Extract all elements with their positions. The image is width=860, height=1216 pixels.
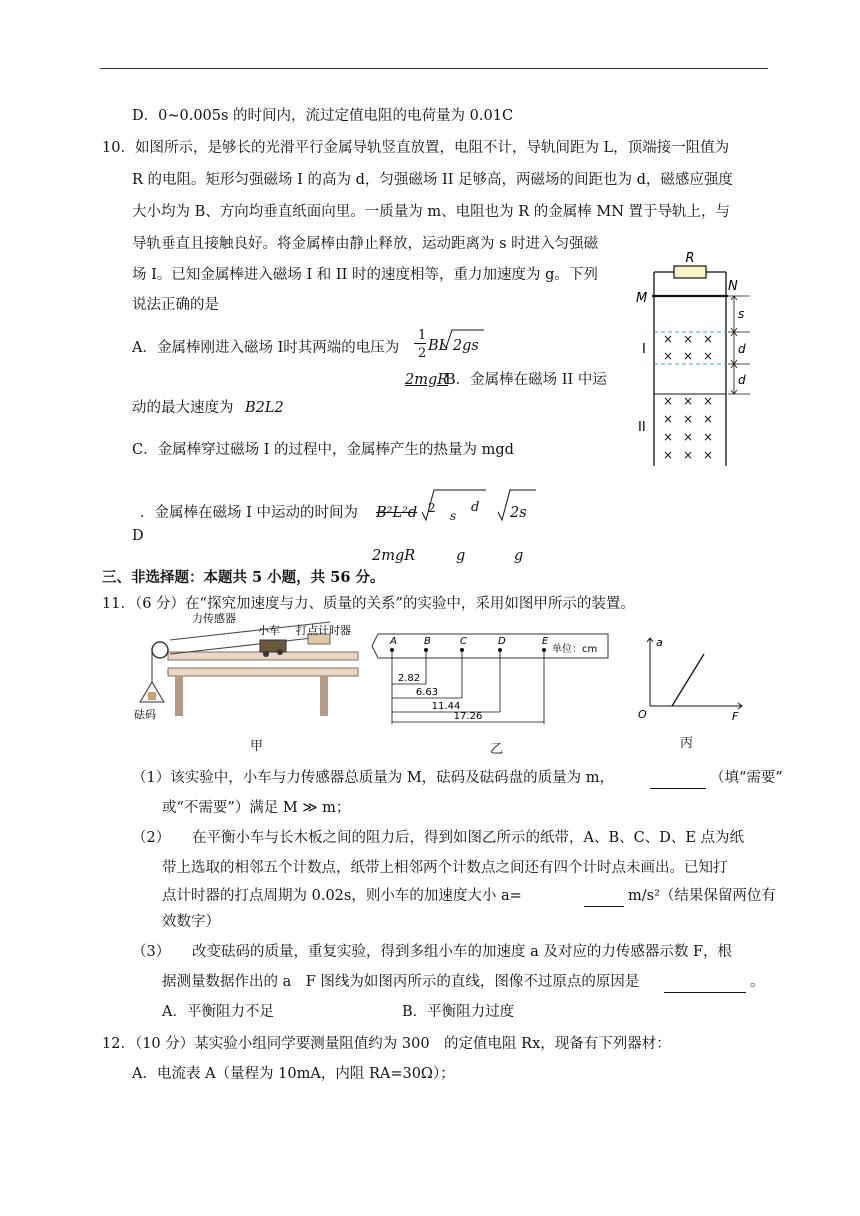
axis-f: F bbox=[732, 710, 739, 722]
q11-option-a: A．平衡阻力不足 bbox=[162, 1004, 274, 1020]
dist-ab: 2.82 bbox=[397, 673, 421, 684]
dist-ae: 17.26 bbox=[453, 711, 483, 722]
caption-yi: 乙 bbox=[490, 742, 504, 757]
svg-text:×: × bbox=[682, 412, 694, 426]
q12-stem: 12．（10 分）某实验小组同学要测量阻值约为 300 的定值电阻 Rx，现备有下列器材： bbox=[102, 1036, 671, 1052]
q10-option-d-den3: g bbox=[514, 548, 524, 564]
q11-stem: 11．（6 分）在“探究加速度与力、质量的关系”的实验中，采用如图甲所示的装置。 bbox=[102, 596, 635, 612]
q10-option-d-b2l2d: B²L²d bbox=[376, 505, 418, 521]
dist-ac: 6.63 bbox=[415, 687, 439, 698]
svg-text:×: × bbox=[662, 430, 674, 444]
q11-part1-blank[interactable] bbox=[650, 774, 706, 789]
q10-option-d-den1: 2mgR bbox=[372, 548, 416, 564]
q11-figure-yi bbox=[368, 632, 612, 726]
q11-part1-c: 或“不需要”）满足 M ≫ m； bbox=[162, 800, 351, 816]
q10-option-a-expr: BL 2gs bbox=[428, 338, 479, 354]
label-r: R bbox=[685, 251, 695, 266]
svg-text:×: × bbox=[662, 412, 674, 426]
label-s: s bbox=[738, 307, 745, 321]
q10-stem-line2: R 的电阻。矩形匀强磁场 I 的高为 d，匀强磁场 II 足够高，两磁场的间距也为 d，磁感应强度 bbox=[132, 172, 733, 188]
tape-point-a: A bbox=[390, 636, 397, 647]
label-n: N bbox=[728, 279, 738, 294]
label-sensor: 力传感器 bbox=[192, 612, 236, 625]
svg-text:×: × bbox=[702, 430, 714, 444]
label-weight: 砝码 bbox=[134, 708, 156, 721]
q10-rail-figure bbox=[630, 246, 760, 468]
q11-part1-a: （1）该实验中，小车与力传感器总质量为 M，砝码及砝码盘的质量为 m， bbox=[132, 770, 615, 786]
tape-point-c: C bbox=[460, 636, 467, 647]
q10-option-d: ．金属棒在磁场 I 中运动的时间为 bbox=[140, 505, 358, 521]
tape-point-b: B bbox=[424, 636, 431, 647]
tape-unit: 单位：cm bbox=[552, 644, 598, 655]
svg-text:×: × bbox=[702, 448, 714, 462]
svg-text:×: × bbox=[702, 394, 714, 408]
q11-part2-line2: 带上选取的相邻五个计数点，纸带上相邻两个计数点之间还有四个计时点未画出。已知打 bbox=[162, 860, 728, 876]
svg-text:×: × bbox=[702, 332, 714, 346]
q11-part2-line1: 在平衡小车与长木板之间的阻力后，得到如图乙所示的纸带，A、B、C、D、E 点为纸 bbox=[192, 830, 745, 846]
q10-option-b: B．金属棒在磁场 II 中运 bbox=[445, 372, 607, 388]
q11-option-b: B．平衡阻力过度 bbox=[402, 1004, 515, 1020]
label-field-ii: II bbox=[638, 420, 646, 435]
q10-option-a-frac-den: 2 bbox=[418, 346, 427, 361]
label-field-i: I bbox=[642, 342, 646, 357]
q11-part2-line3: 点计时器的打点周期为 0.02s，则小车的加速度大小 a= bbox=[162, 888, 522, 904]
q10-option-b-line2: 动的最大速度为 bbox=[132, 400, 234, 416]
tape-point-e: E bbox=[542, 636, 549, 647]
q10-option-c: C．金属棒穿过磁场 I 的过程中，金属棒产生的热量为 mgd bbox=[132, 442, 514, 458]
svg-text:×: × bbox=[702, 349, 714, 363]
svg-text:×: × bbox=[702, 412, 714, 426]
q10-option-d-2s: 2s bbox=[510, 505, 527, 521]
dist-ad: 11.44 bbox=[431, 701, 461, 712]
q10-stem-line5: 场 I。已知金属棒进入磁场 I 和 II 时的速度相等，重力加速度为 g。下列 bbox=[132, 267, 598, 283]
q11-part3-num: （3） bbox=[132, 944, 171, 960]
label-d1: d bbox=[738, 342, 746, 356]
label-timer: 打点计时器 bbox=[296, 624, 351, 637]
caption-bing: 丙 bbox=[680, 736, 694, 751]
q11-part2-unit: m/s²（结果保留两位有 bbox=[628, 888, 776, 904]
q10-option-d-two: 2 bbox=[428, 501, 436, 515]
svg-text:×: × bbox=[662, 349, 674, 363]
q10-option-d-s: s bbox=[450, 509, 457, 523]
q11-figure-bing bbox=[634, 634, 746, 722]
q10-stem-line1: 10．如图所示，是够长的光滑平行金属导轨竖直放置，电阻不计，导轨间距为 L，顶端接一阻值为 bbox=[102, 140, 730, 156]
svg-text:×: × bbox=[662, 332, 674, 346]
q10-stem-line3: 大小均为 B、方向均垂直纸面向里。一质量为 m、电阻也为 R 的金属棒 MN 置于导轨上，与 bbox=[132, 204, 731, 220]
svg-text:×: × bbox=[662, 394, 674, 408]
label-d2: d bbox=[738, 373, 746, 387]
q10-option-a-frac-num: 1 bbox=[418, 328, 427, 343]
svg-text:×: × bbox=[682, 349, 694, 363]
q10-option-a-frac-bar bbox=[414, 343, 426, 344]
q11-part3-line2: 据测量数据作出的 a F 图线为如图丙所示的直线，图像不过原点的原因是 bbox=[162, 974, 640, 990]
section-3-heading: 三、非选择题：本题共 5 小题，共 56 分。 bbox=[102, 569, 385, 586]
axis-a: a bbox=[656, 636, 663, 649]
q11-part2-blank[interactable] bbox=[584, 892, 624, 907]
q11-part3-blank[interactable] bbox=[664, 978, 746, 993]
q11-figure-jia bbox=[130, 612, 360, 732]
q10-option-d-d: d bbox=[471, 500, 480, 515]
q10-option-a-sqrt bbox=[440, 328, 484, 352]
svg-text:×: × bbox=[682, 448, 694, 462]
svg-text:×: × bbox=[682, 394, 694, 408]
caption-jia: 甲 bbox=[250, 739, 264, 754]
q10-option-d-den2: g bbox=[456, 548, 466, 564]
tape-point-d: D bbox=[498, 636, 506, 647]
af-line bbox=[672, 654, 704, 706]
q11-part3-line1: 改变砝码的质量，重复实验，得到多组小车的加速度 a 及对应的力传感器示数 F，根 bbox=[192, 944, 733, 960]
q10-option-b-num: 2mgR bbox=[405, 372, 449, 388]
svg-text:×: × bbox=[682, 332, 694, 346]
q11-part3-end: 。 bbox=[750, 974, 765, 990]
origin-o: O bbox=[638, 708, 647, 721]
q11-part1-b: （填“需要” bbox=[710, 770, 783, 786]
resistor-icon bbox=[674, 266, 706, 278]
label-m: M bbox=[636, 291, 648, 306]
q11-part2-num: （2） bbox=[132, 830, 171, 846]
q10-stem-line6: 说法正确的是 bbox=[132, 297, 219, 313]
q10-option-d-label: D bbox=[132, 528, 144, 544]
q11-part2-line4: 效数字） bbox=[162, 914, 220, 930]
header-rule bbox=[100, 68, 768, 69]
svg-text:×: × bbox=[682, 430, 694, 444]
q9-option-d: D．0~0.005s 的时间内，流过定值电阻的电荷量为 0.01C bbox=[132, 108, 514, 124]
q10-option-a: A．金属棒刚进入磁场 I时其两端的电压为 bbox=[132, 340, 400, 356]
q10-option-b-den: B2L2 bbox=[245, 400, 284, 416]
q12-option-a: A．电流表 A（量程为 10mA，内阻 RA=30Ω）； bbox=[132, 1066, 455, 1082]
q10-stem-line4: 导轨垂直且接触良好。将金属棒由静止释放，运动距离为 s 时进入匀强磁 bbox=[132, 236, 599, 252]
svg-text:×: × bbox=[662, 448, 674, 462]
label-cart: 小车 bbox=[258, 624, 280, 637]
